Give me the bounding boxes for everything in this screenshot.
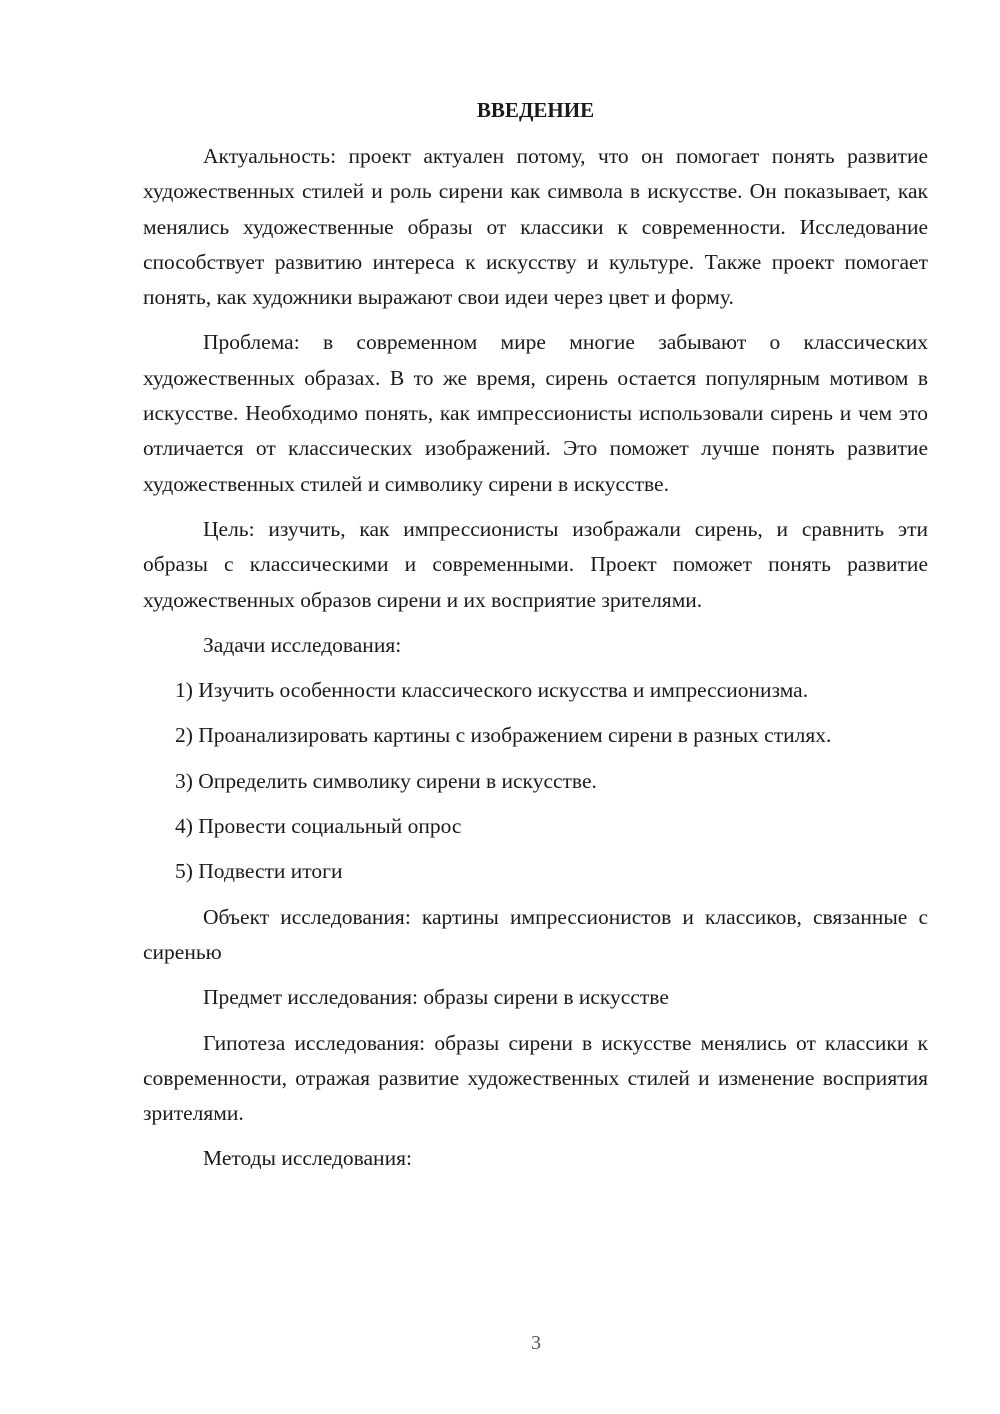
document-page (143, 95, 928, 1187)
list-item: 4) Провести социальный опрос (175, 814, 462, 839)
methods-heading: Методы исследования: (203, 1146, 412, 1171)
page-number: 3 (531, 1332, 541, 1354)
paragraph-subject: Предмет исследования: образы сирени в искусстве (203, 985, 669, 1010)
list-item: 2) Проанализировать картины с изображением сирени в разных стилях. (175, 723, 832, 748)
paragraph-relevance: Актуальность: проект актуален потому, что он помогает понять развитие художественных стилей и роль сирени как символа в искусстве. Он показывает, как менялись художественные образы от классики к современности. Исследование способствует развитию интереса к искусству и культуре. Также проект помогает понять, как художники выражают свои идеи через цвет и форму. (143, 144, 928, 310)
paragraph-problem: Проблема: в современном мире многие забывают о классических художественных образах. В то же время, сирень остается популярным мотивом в искусстве. Необходимо понять, как импрессионисты использовали сирень и чем это отличается от классических изображений. Это поможет лучше понять развитие художественных стилей и символику сирени в искусстве. (143, 330, 928, 496)
section-title: ВВЕДЕНИЕ (476, 98, 595, 122)
tasks-heading: Задачи исследования: (203, 632, 402, 657)
list-item: 5) Подвести итоги (175, 859, 343, 884)
list-item: 3) Определить символику сирени в искусстве. (175, 768, 597, 793)
paragraph-object: Объект исследования: картины импрессионистов и классиков, связанные с сиренью (143, 904, 928, 964)
paragraph-goal: Цель: изучить, как импрессионисты изображали сирень, и сравнить эти образы с классическими и современными. Проект поможет понять развитие художественных образов сирени и их восприятие зрителями. (143, 516, 928, 612)
tasks-list (143, 673, 928, 889)
paragraph-hypothesis: Гипотеза исследования: образы сирени в искусстве менялись от классики к современности, отражая развитие художественных стилей и изменение восприятия зрителями. (143, 1030, 928, 1126)
list-item: 1) Изучить особенности классического искусства и импрессионизма. (175, 678, 809, 703)
